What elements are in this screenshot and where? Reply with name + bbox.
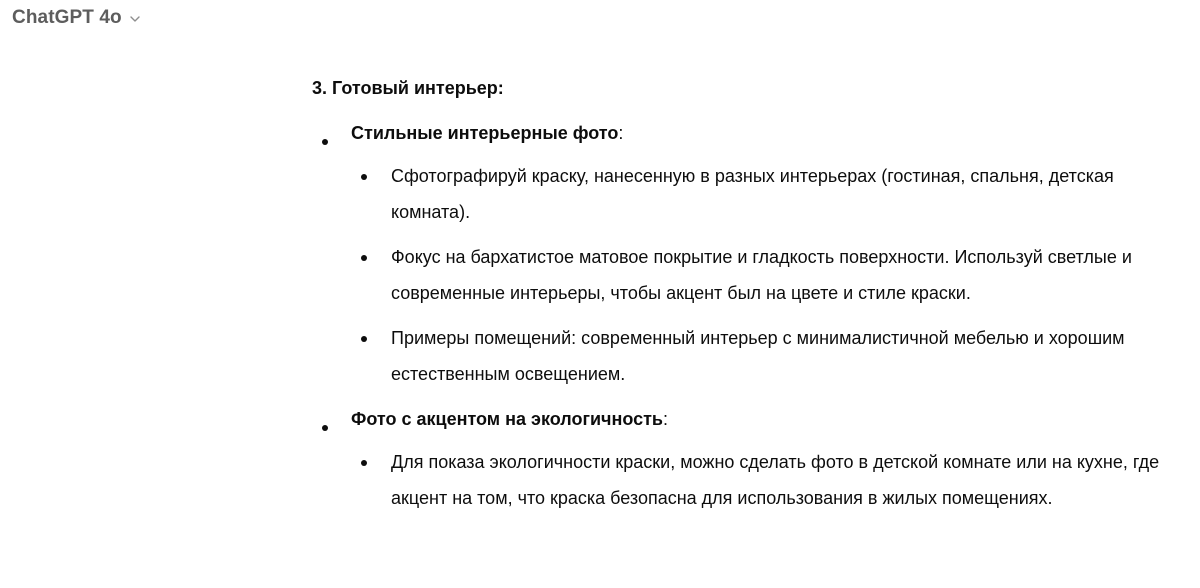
bullet-icon: [361, 255, 367, 261]
bullet-icon: [322, 425, 328, 431]
list-item-title-bold: Стильные интерьерные фото: [351, 123, 619, 143]
list-item-title: [351, 115, 1192, 151]
section-heading: 3. Готовый интерьер:: [312, 78, 504, 98]
list-item-title: [351, 401, 1192, 437]
model-switcher[interactable]: [12, 4, 142, 32]
nested-list-item: [351, 444, 1192, 516]
nested-item-text: Сфотографируй краску, нанесенную в разных интерьерах (гостиная, спальня, детская комната).: [391, 166, 1114, 222]
list-item-suffix: :: [618, 123, 624, 143]
list-item-title-bold: Фото с акцентом на экологичность: [351, 409, 663, 429]
bullet-icon: [361, 174, 367, 180]
bullet-icon: [361, 460, 367, 466]
list-item: [312, 115, 1192, 392]
nested-list: [351, 158, 1192, 392]
nested-list-item: [351, 320, 1192, 392]
list-item: [312, 401, 1192, 516]
nested-list-item: [351, 239, 1192, 311]
list-item-suffix: :: [663, 409, 669, 429]
model-name: ChatGPT 4o: [12, 7, 122, 28]
nested-item-text: Примеры помещений: современный интерьер с минималистичной мебелью и хорошим естественным освещением.: [391, 328, 1125, 384]
nested-item-text: Фокус на бархатистое матовое покрытие и гладкость поверхности. Используй светлые и современные интерьеры, чтобы акцент был на цвете и стиле краски.: [391, 247, 1132, 303]
nested-item-text: Для показа экологичности краски, можно сделать фото в детской комнате или на кухне, где акцент на том, что краска безопасна для использования в жилых помещениях.: [391, 452, 1160, 508]
assistant-message: [312, 70, 1192, 516]
bullet-list: [312, 115, 1192, 516]
nested-list: [351, 444, 1192, 516]
bullet-icon: [322, 139, 328, 145]
bullet-icon: [361, 336, 367, 342]
nested-list-item: [351, 158, 1192, 230]
chevron-down-icon: [128, 12, 142, 26]
